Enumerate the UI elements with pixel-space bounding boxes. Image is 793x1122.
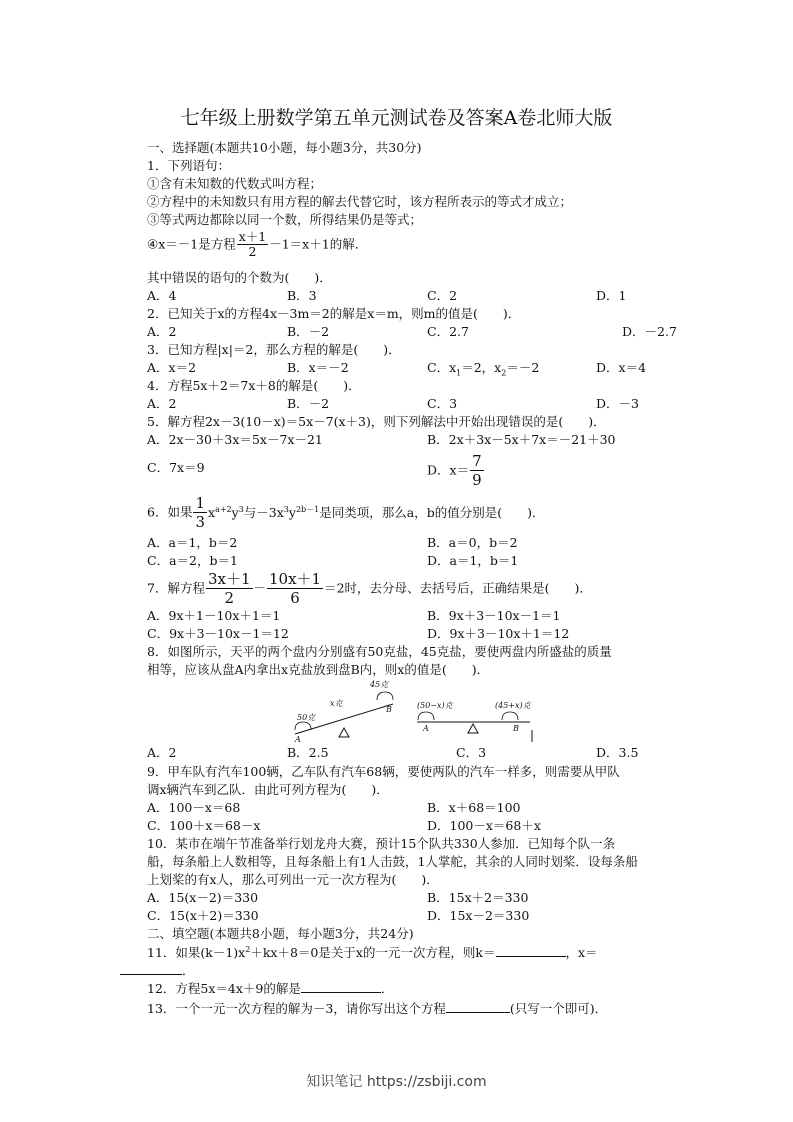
fraction-numerator: 10x＋1 bbox=[269, 570, 322, 588]
superscript: 3 bbox=[283, 504, 289, 514]
q1-s4-post: －1＝x＋1的解． bbox=[269, 236, 368, 252]
fulcrum-icon bbox=[468, 724, 478, 733]
q13-stem bbox=[147, 1000, 607, 1017]
q1-statement-4 bbox=[147, 230, 367, 259]
fulcrum-icon bbox=[339, 728, 349, 737]
superscript: a+2 bbox=[215, 504, 232, 514]
q9-line-2: 调x辆汽车到乙队．由此可列方程为( )． bbox=[147, 782, 389, 797]
q1-option-d: D．1 bbox=[596, 288, 627, 303]
fig-label-a: A bbox=[295, 735, 301, 744]
fraction-denominator: 2 bbox=[224, 589, 234, 607]
q9-line-1: 9．甲车队有汽车100辆，乙车队有汽车68辆，要使两队的汽车一样多，则需要从甲队 bbox=[147, 764, 620, 779]
q8-line-2: 相等，应该从盘A内拿出x克盐放到盘B内，则x的值是( )． bbox=[147, 662, 490, 677]
fraction bbox=[470, 452, 484, 489]
q9-option-c: C．100＋x＝68－x bbox=[147, 818, 261, 833]
q1-s4-pre: ④x＝－1是方程 bbox=[147, 236, 236, 252]
q3-option-c bbox=[427, 360, 539, 376]
q2-option-b: B．－2 bbox=[287, 324, 330, 339]
q1-stem: 1．下列语句： bbox=[147, 158, 230, 173]
q7-pre: 7．解方程 bbox=[147, 580, 205, 596]
answer-blank-x[interactable] bbox=[120, 962, 182, 975]
q12-pre: 12．方程5x＝4x＋9的解是 bbox=[147, 981, 301, 996]
page-title: 七年级上册数学第五单元测试卷及答案A卷北师大版 bbox=[180, 107, 613, 129]
fraction-numerator: x＋1 bbox=[238, 229, 267, 244]
q11-tail: ，x＝ bbox=[565, 945, 598, 960]
q1-ask: 其中错误的语句的个数为( )． bbox=[147, 270, 332, 285]
fig-label-b: B bbox=[386, 705, 392, 714]
q6-terms bbox=[208, 505, 544, 520]
q6-option-d: D．a＝1，b＝1 bbox=[427, 553, 519, 568]
q10-option-b: B．15x＋2＝330 bbox=[427, 890, 529, 905]
q8-option-d: D．3.5 bbox=[596, 745, 639, 760]
q11-line-2 bbox=[120, 962, 195, 979]
fig-label-50-x: (50−x)克 bbox=[417, 701, 453, 710]
superscript: 3 bbox=[238, 504, 244, 514]
q6-option-c: C．a＝2，b＝1 bbox=[147, 553, 238, 568]
fig-label-50g: 50克 bbox=[297, 713, 316, 722]
fraction-numerator: 1 bbox=[195, 494, 205, 512]
q4-option-b: B．－2 bbox=[287, 396, 330, 411]
q5-option-d bbox=[427, 452, 485, 489]
q11-mid: ＋kx＋8＝0是关于x的一元一次方程，则k＝ bbox=[250, 945, 496, 960]
q3-c-pre: C．x bbox=[427, 360, 457, 375]
q8-line-1: 8．如图所示，天平的两个盘内分别盛有50克盐，45克盐，要使两盘内所盛盐的质量 bbox=[147, 644, 612, 659]
q6-t3: 与－3x bbox=[243, 504, 284, 520]
q1-option-a: A．4 bbox=[147, 288, 177, 303]
q6-pre: 6．如果 bbox=[147, 504, 193, 520]
q1-statement-3: ③等式两边都除以同一个数，所得结果仍是等式； bbox=[147, 212, 423, 227]
q6-post: 是同类项，那么a，b的值分别是( )． bbox=[319, 504, 545, 520]
q5-option-a: A．2x－30＋3x＝5x－7x－21 bbox=[147, 432, 323, 447]
q8-option-c: C．3 bbox=[456, 745, 487, 760]
q4-option-d: D．－3 bbox=[596, 396, 639, 411]
q12-stem bbox=[147, 980, 393, 997]
fraction-denominator: 6 bbox=[290, 589, 300, 607]
q1-option-c: C．2 bbox=[427, 288, 458, 303]
q5-option-b: B．2x＋3x－5x＋7x＝－21＋30 bbox=[427, 432, 616, 447]
fraction-numerator: 7 bbox=[472, 452, 482, 470]
q7-option-a: A．9x＋1－10x＋1＝1 bbox=[147, 608, 281, 623]
section-heading-choice: 一、选择题(本题共10小题，每小题3分，共30分) bbox=[147, 140, 422, 155]
fraction-numerator: 3x＋1 bbox=[207, 570, 251, 588]
superscript: 2b－1 bbox=[295, 504, 320, 514]
fig-label-45g: 45克 bbox=[370, 680, 389, 689]
q6-t4: y bbox=[288, 504, 296, 520]
superscript: 2 bbox=[245, 944, 251, 954]
fraction-denominator: 3 bbox=[195, 513, 205, 531]
q1-statement-2: ②方程中的未知数只有用方程的解去代替它时，该方程所表示的等式才成立； bbox=[147, 194, 573, 209]
q7-option-c: C．9x＋3－10x－1＝12 bbox=[147, 626, 289, 641]
answer-blank[interactable] bbox=[301, 980, 381, 993]
q10-line-3: 上划桨的有x人，那么可列出一元一次方程为( )． bbox=[147, 872, 439, 887]
subscript: 2 bbox=[501, 368, 507, 378]
q9-option-d: D．100－x＝68＋x bbox=[427, 818, 541, 833]
q1-option-b: B．3 bbox=[287, 288, 317, 303]
q3-c-post: ＝－2 bbox=[506, 360, 540, 375]
fig-label-45-x: (45+x)克 bbox=[495, 701, 531, 710]
q3-option-a: A．x＝2 bbox=[147, 360, 197, 375]
q5-d-pre: D．x＝ bbox=[427, 462, 470, 478]
q4-option-c: C．3 bbox=[427, 396, 458, 411]
q2-option-c: C．2.7 bbox=[427, 324, 469, 339]
q6-option-a: A．a＝1，b＝2 bbox=[147, 535, 238, 550]
q3-option-d: D．x＝4 bbox=[596, 360, 647, 375]
fraction bbox=[267, 570, 323, 607]
q6-stem bbox=[147, 494, 544, 531]
q10-option-a: A．15(x－2)＝330 bbox=[147, 890, 259, 905]
q3-stem: 3．已知方程|x|＝2，那么方程的解是( )． bbox=[147, 342, 401, 357]
q2-option-a: A．2 bbox=[147, 324, 177, 339]
q2-option-d: D．－2.7 bbox=[622, 324, 677, 339]
fraction-denominator: 2 bbox=[248, 244, 257, 259]
q11-pre: 11．如果(k－1)x bbox=[147, 945, 246, 960]
q5-option-c: C．7x＝9 bbox=[147, 460, 205, 475]
q9-option-b: B．x＋68＝100 bbox=[427, 800, 521, 815]
q8-option-b: B．2.5 bbox=[287, 745, 329, 760]
q10-line-1: 10．某市在端午节准备举行划龙舟大赛，预计15个队共330人参加．已知每个队一条 bbox=[147, 836, 616, 851]
q6-option-b: B．a＝0，b＝2 bbox=[427, 535, 518, 550]
q7-option-b: B．9x＋3－10x－1＝1 bbox=[427, 608, 561, 623]
q13-end: (只写一个即可)． bbox=[509, 1001, 608, 1016]
q10-line-2: 船，每条船上人数相等，且每条船上有1人击鼓，1人掌舵，其余的人同时划桨．设每条船 bbox=[147, 854, 638, 869]
answer-blank[interactable] bbox=[446, 1000, 510, 1013]
q10-option-d: D．15x－2＝330 bbox=[427, 908, 530, 923]
q6-t2: y bbox=[231, 504, 239, 520]
salt-pan-icon bbox=[418, 712, 434, 720]
salt-pan-icon bbox=[377, 692, 393, 700]
q4-stem: 4．方程5x＋2＝7x＋8的解是( )． bbox=[147, 378, 361, 393]
q1-statement-1: ①含有未知数的代数式叫方程； bbox=[147, 176, 323, 191]
footer-watermark: 知识笔记 https://zsbiji.com bbox=[306, 1074, 487, 1090]
q10-option-c: C．15(x＋2)＝330 bbox=[147, 908, 259, 923]
fraction bbox=[237, 230, 269, 259]
q6-t1: x bbox=[208, 504, 216, 520]
fig-label-xg: x克 bbox=[330, 699, 343, 708]
q7-post: ＝2时，去分母、去括号后，正确结果是( )． bbox=[324, 580, 592, 596]
q3-c-mid: ＝2，x bbox=[461, 360, 502, 375]
q13-pre: 13．一个一元一次方程的解为－3，请你写出这个方程 bbox=[147, 1001, 446, 1016]
fig-label-a2: A bbox=[423, 724, 429, 733]
q2-stem: 2．已知关于x的方程4x－3m＝2的解是x＝m，则m的值是( )． bbox=[147, 306, 521, 321]
q9-option-a: A．100－x＝68 bbox=[147, 800, 241, 815]
balance-scale-figure bbox=[285, 676, 545, 746]
salt-pan-icon bbox=[502, 712, 518, 720]
fraction-denominator: 9 bbox=[472, 471, 482, 489]
q12-end: ． bbox=[380, 981, 394, 996]
section-heading-fill: 二、填空题(本题共8小题，每小题3分，共24分) bbox=[147, 926, 414, 941]
subscript: 1 bbox=[456, 368, 462, 378]
q4-option-a: A．2 bbox=[147, 396, 177, 411]
q7-stem bbox=[147, 570, 592, 607]
q11-line-1 bbox=[147, 944, 598, 961]
q7-option-d: D．9x＋3－10x＋1＝12 bbox=[427, 626, 570, 641]
q11-end: ． bbox=[182, 963, 195, 978]
fraction bbox=[206, 570, 253, 607]
q8-option-a: A．2 bbox=[147, 745, 177, 760]
q3-option-b: B．x＝－2 bbox=[287, 360, 349, 375]
fig-label-b2: B bbox=[513, 724, 519, 733]
answer-blank-k[interactable] bbox=[496, 944, 566, 957]
q7-minus: － bbox=[253, 580, 267, 596]
fraction bbox=[193, 494, 207, 531]
q5-stem: 5．解方程2x－3(10－x)＝5x－7(x＋3)，则下列解法中开始出现错误的是( )． bbox=[147, 414, 606, 429]
salt-pan-icon bbox=[295, 722, 311, 730]
